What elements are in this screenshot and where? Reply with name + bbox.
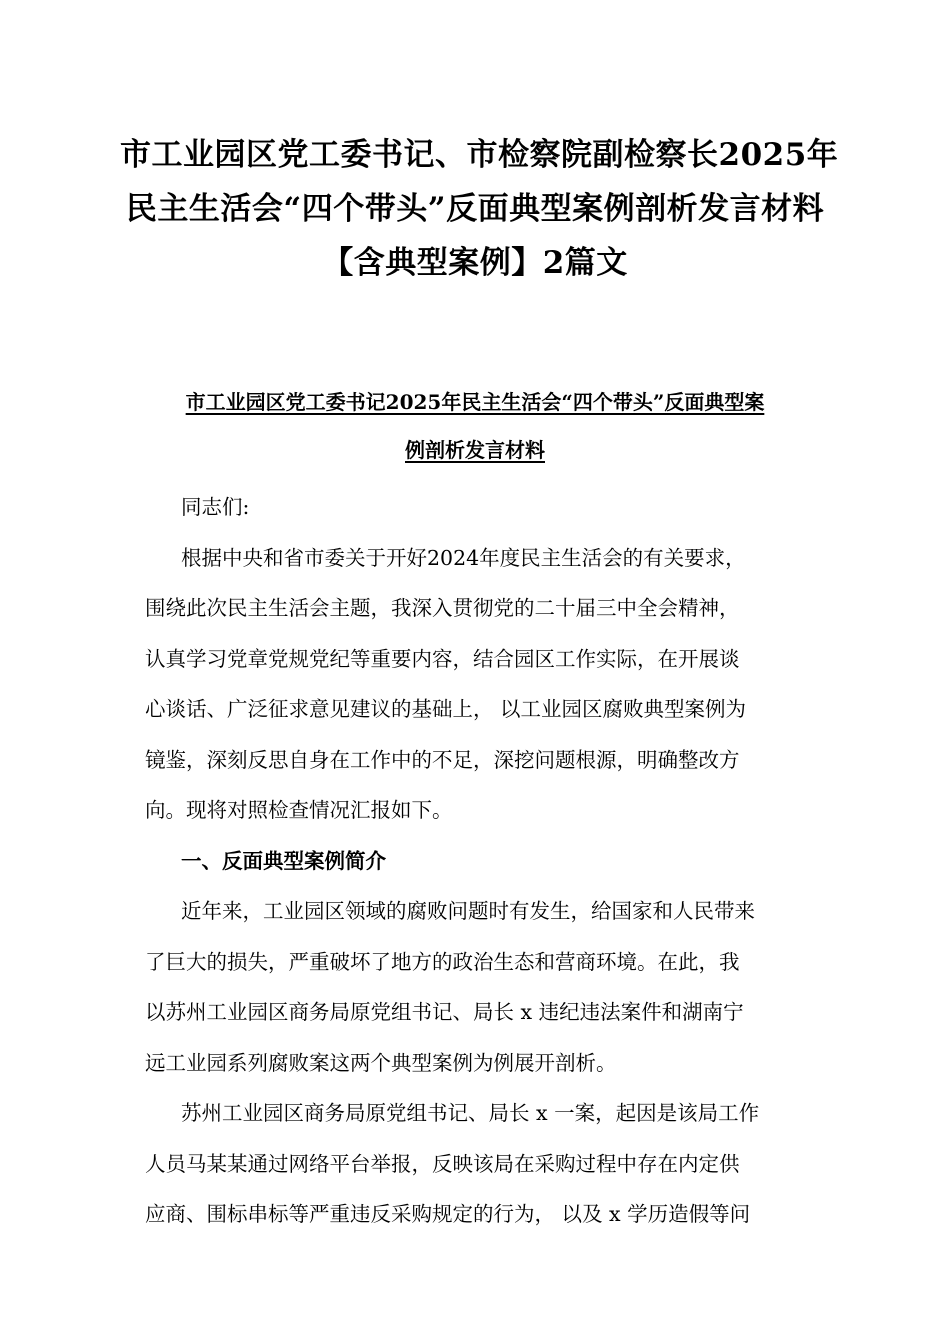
document-title [120, 128, 839, 290]
title-line-1: 市工业园区党工委书记、市检察院副检察长2025年 [120, 137, 839, 173]
paragraph-2 [145, 886, 807, 1088]
title-line-2: 民主生活会“四个带头”反面典型案例剖析发言材料 [125, 191, 825, 227]
title-line-3: 【含典型案例】2篇文 [322, 245, 628, 281]
document-body [145, 482, 807, 1240]
paragraph-line: 根据中央和省市委关于开好2024年度民主生活会的有关要求， [181, 545, 746, 570]
paragraph-line: 应商、围标串标等严重违反采购规定的行为， 以及 x 学历造假等问 [145, 1202, 751, 1226]
paragraph-line: 苏州工业园区商务局原党组书记、局长 x 一案，起因是该局工作 [181, 1101, 760, 1125]
paragraph-line: 心谈话、广泛征求意见建议的基础上， 以工业园区腐败典型案例为 [145, 697, 747, 721]
paragraph-line: 镜鉴，深刻反思自身在工作中的不足，深挖问题根源，明确整改方 [145, 747, 740, 772]
paragraph-line: 近年来，工业园区领域的腐败问题时有发生，给国家和人民带来 [181, 899, 755, 923]
subtitle-line-1: 市工业园区党工委书记2025年民主生活会“四个带头”反面典型案 [185, 390, 765, 414]
paragraph-line: 围绕此次民主生活会主题，我深入贯彻党的二十届三中全会精神， [145, 596, 740, 620]
paragraph-line: 向。现将对照检查情况汇报如下。 [145, 798, 453, 822]
section-heading: 一、反面典型案例简介 [181, 848, 386, 873]
subtitle-line-2: 例剖析发言材料 [405, 438, 545, 462]
paragraph-line: 了巨大的损失，严重破坏了地方的政治生态和营商环境。在此，我 [145, 949, 740, 974]
paragraph-3 [145, 1088, 807, 1240]
document-subtitle [140, 378, 810, 474]
paragraph-line: 远工业园系列腐败案这两个典型案例为例展开剖析。 [145, 1050, 617, 1075]
paragraph-line: 人员马某某通过网络平台举报，反映该局在采购过程中存在内定供 [145, 1151, 740, 1176]
paragraph-line: 以苏州工业园区商务局原党组书记、局长 x 违纪违法案件和湖南宁 [145, 1000, 744, 1024]
greeting: 同志们: [181, 495, 250, 519]
paragraph-line: 认真学习党章党规党纪等重要内容，结合园区工作实际，在开展谈 [145, 646, 740, 671]
paragraph-1 [145, 533, 807, 836]
